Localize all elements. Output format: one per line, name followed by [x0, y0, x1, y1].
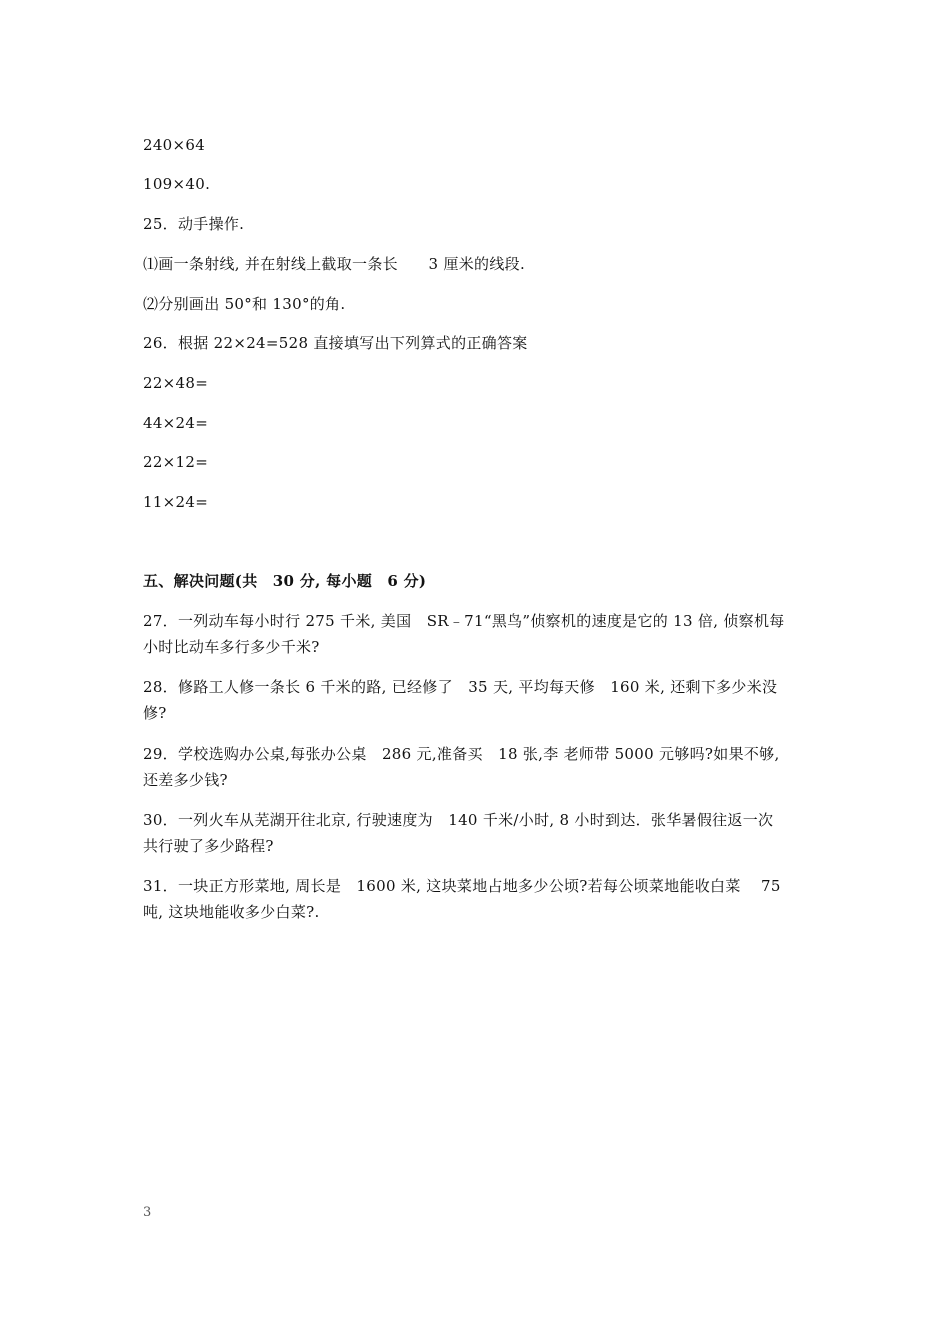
question-26-item-1: 22×48= — [143, 374, 209, 392]
problem-29-line-2: 还差多少钱? — [143, 771, 228, 789]
problem-31-line-1: 31．一块正方形菜地, 周长是 1600 米, 这块菜地占地多少公顷?若每公顷菜地能收白菜 75 — [143, 877, 781, 895]
problem-31-line-2: 吨, 这块地能收多少白菜?. — [143, 903, 320, 921]
question-26-title: 26．根据 22×24=528 直接填写出下列算式的正确答案 — [143, 334, 528, 352]
problem-29-line-1: 29．学校选购办公桌,每张办公桌 286 元,准备买 18 张,李 老师带 5000 元够吗?如果不够, — [143, 745, 780, 763]
section-heading: 五、解决问题(共 30 分, 每小题 6 分) — [143, 572, 427, 590]
question-25-part-1: ⑴画一条射线, 并在射线上截取一条长 3 厘米的线段. — [143, 255, 526, 273]
question-26-item-2: 44×24= — [143, 414, 209, 432]
problem-28-line-1: 28．修路工人修一条长 6 千米的路, 已经修了 35 天, 平均每天修 160 米, 还剩下多少米没 — [143, 678, 778, 696]
problem-30-line-1: 30．一列火车从芜湖开往北京, 行驶速度为 140 千米/小时, 8 小时到达．张华暑假往返一次 — [143, 811, 774, 829]
problem-27-line-1: 27．一列动车每小时行 275 千米, 美国 SR﹣71“黑鸟”侦察机的速度是它的 13 倍, 侦察机每 — [143, 612, 785, 630]
page-number: 3 — [143, 1205, 152, 1220]
question-26-item-4: 11×24= — [143, 493, 209, 511]
calc-line-2: 109×40. — [143, 175, 211, 193]
problem-27-line-2: 小时比动车多行多少千米? — [143, 638, 320, 656]
problem-28-line-2: 修? — [143, 704, 167, 722]
question-26-item-3: 22×12= — [143, 453, 209, 471]
problem-30-line-2: 共行驶了多少路程? — [143, 837, 274, 855]
question-25-title: 25．动手操作. — [143, 215, 245, 233]
question-25-part-2: ⑵分别画出 50°和 130°的角. — [143, 295, 346, 313]
calc-line-1: 240×64 — [143, 136, 206, 154]
